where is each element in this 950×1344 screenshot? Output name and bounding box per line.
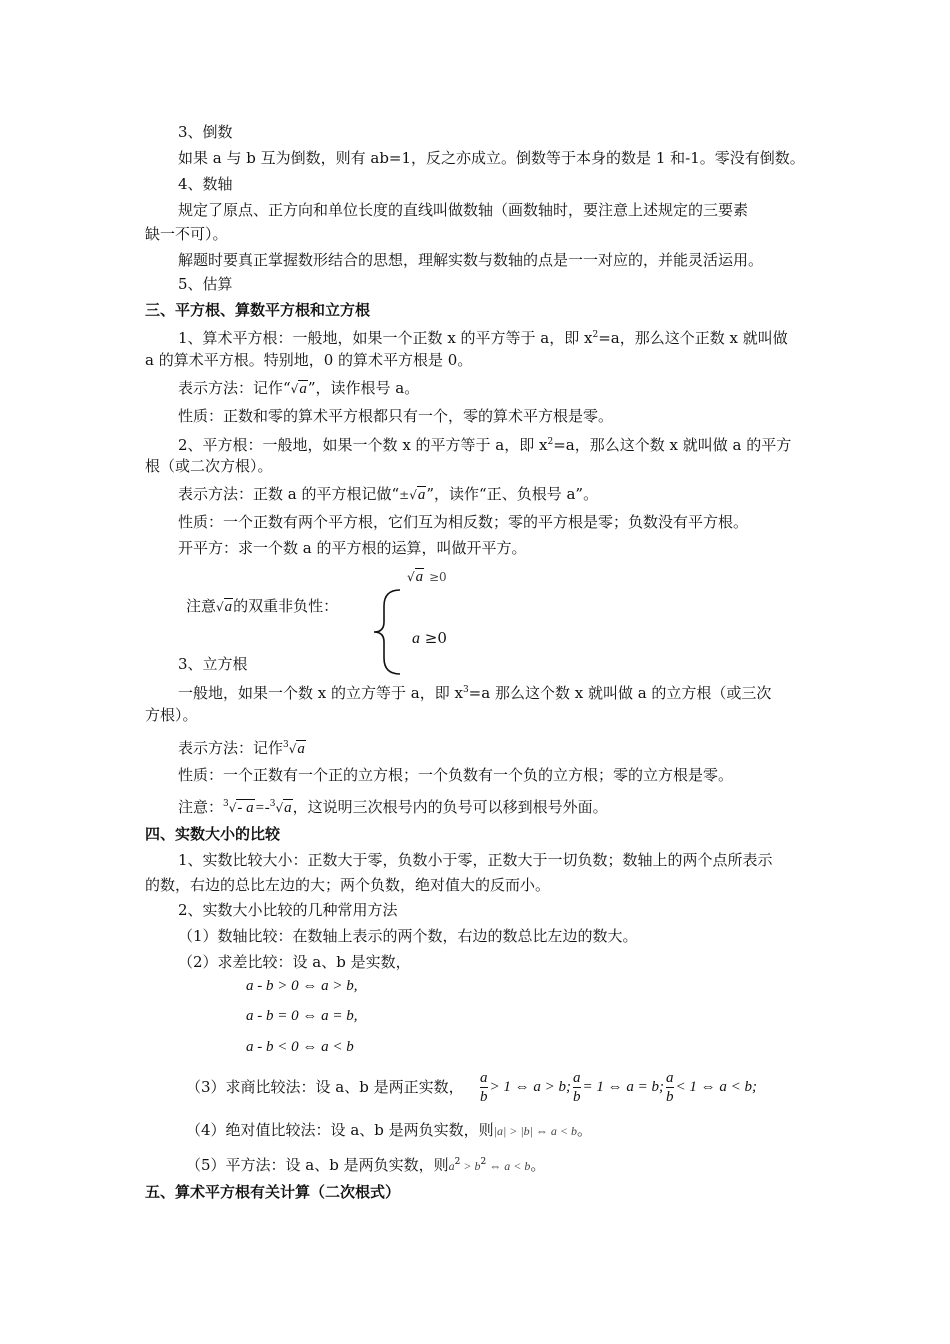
math-diff-eq: a - b = 0 ⇔ a = b, xyxy=(246,1008,358,1024)
math-expr: < 1 ⇔ a < b; xyxy=(675,1079,757,1095)
text-number-line-cont: 缺一不可）。 xyxy=(145,225,228,243)
superscript: 2 xyxy=(592,330,599,340)
denominator: b xyxy=(573,1089,581,1106)
sqrt-symbol: √ xyxy=(288,742,297,756)
brace-top-expr xyxy=(407,566,447,587)
text-part: （5）平方法：设 a、b 是两负实数，则 xyxy=(186,1156,449,1174)
text-compare-rule: 1、实数比较大小：正数大于零，负数小于零，正数大于一切负数；数轴上的两个点所表示 xyxy=(178,851,773,869)
superscript: 2 xyxy=(454,1157,461,1167)
text-cube-root-def xyxy=(178,680,771,703)
brace-bottom-expr xyxy=(412,628,447,649)
math-expr: ⇔ a < b xyxy=(486,1159,531,1173)
text-cube-root-notation xyxy=(178,735,306,759)
section-title-4: 四、实数大小的比较 xyxy=(145,825,281,843)
section-title-3: 三、平方根、算数平方根和立方根 xyxy=(145,301,371,319)
text-number-line: 规定了原点、正方向和单位长度的直线叫做数轴（画数轴时，要注意上述规定的三要素 xyxy=(178,201,749,219)
text-method-1: （1）数轴比较：在数轴上表示的两个数，右边的数总比左边的数大。 xyxy=(178,927,638,945)
root-index: 3 xyxy=(269,799,276,809)
text-part: 。 xyxy=(530,1156,546,1174)
math-expr: > b xyxy=(460,1159,481,1173)
denominator: b xyxy=(666,1089,674,1106)
text-cube-root-property: 性质：一个正数有一个正的立方根；一个负数有一个负的立方根；零的立方根是零。 xyxy=(178,766,734,784)
sqrt-symbol: √ xyxy=(409,488,417,502)
heading-number-line: 4、数轴 xyxy=(178,175,233,193)
text-part: 的双重非负性： xyxy=(233,597,339,615)
heading-estimation: 5、估算 xyxy=(178,275,233,293)
text-arith-sqrt-def-cont: a 的算术平方根。特别地，0 的算术平方根是 0。 xyxy=(145,351,473,369)
text-part: 。 xyxy=(577,1121,593,1139)
math-diff-gt: a - b > 0 ⇔ a > b, xyxy=(246,978,358,994)
plus-minus-symbol: ± xyxy=(399,488,410,502)
numerator: a xyxy=(573,1070,581,1087)
text-method-5 xyxy=(186,1152,545,1176)
sqrt-symbol: √ xyxy=(216,600,224,614)
math-var: a xyxy=(299,381,307,397)
sqrt-symbol: √ xyxy=(407,570,415,584)
math-quotient xyxy=(478,1068,757,1106)
superscript: 2 xyxy=(547,437,554,447)
root-index: 3 xyxy=(223,799,229,809)
math-relation: ≥0 xyxy=(424,629,447,647)
math-var: a xyxy=(448,1159,455,1173)
text-part: ”，读作根号 a。 xyxy=(307,379,420,397)
math-diff-lt: a - b < 0 ⇔ a < b xyxy=(246,1039,354,1055)
text-part: 2、平方根：一般地，如果一个数 x 的平方等于 a，即 x xyxy=(178,436,548,454)
text-cube-root-def-cont: 方根）。 xyxy=(145,706,198,724)
sqrt-symbol: √ xyxy=(228,801,237,815)
fraction xyxy=(480,1069,488,1106)
text-part: 一般地，如果一个数 x 的立方等于 a，即 x xyxy=(178,684,463,702)
heading-reciprocal: 3、倒数 xyxy=(178,123,233,141)
text-part: =a，那么这个正数 x 就叫做 xyxy=(598,329,788,347)
math-var: a xyxy=(297,741,305,757)
text-part: 注意： xyxy=(178,798,224,816)
numerator: a xyxy=(480,1070,488,1087)
text-sqrt-notation xyxy=(178,484,598,505)
numerator: a xyxy=(666,1070,674,1087)
math-relation: =- xyxy=(254,800,270,816)
denominator: b xyxy=(480,1089,488,1106)
text-method-2: （2）求差比较：设 a、b 是实数， xyxy=(178,953,411,971)
text-cube-root-note xyxy=(178,794,608,818)
text-part: 1、算术平方根：一般地，如果一个正数 x 的平方等于 a，即 x xyxy=(178,329,593,347)
fraction xyxy=(573,1069,581,1106)
text-arith-sqrt-property: 性质：正数和零的算术平方根都只有一个，零的算术平方根是零。 xyxy=(178,407,614,425)
text-part: 表示方法：记作“ xyxy=(178,379,291,397)
math-relation: ≥0 xyxy=(428,570,447,584)
math-var: a xyxy=(224,599,233,615)
math-expr: |a| > |b| ⇔ a < b xyxy=(493,1124,578,1138)
superscript: 3 xyxy=(462,685,469,695)
superscript: 2 xyxy=(480,1157,487,1167)
text-reciprocal: 如果 a 与 b 互为倒数，则有 ab=1，反之亦成立。倒数等于本身的数是 1 和-1。零没有倒数。 xyxy=(178,149,805,167)
text-method-3: （3）求商比较法：设 a、b 是两正实数， xyxy=(186,1078,464,1096)
math-var: a xyxy=(415,569,424,585)
section-title-5: 五、算术平方根有关计算（二次根式） xyxy=(145,1183,401,1201)
text-sqrt-def-cont: 根（或二次方根）。 xyxy=(145,457,273,475)
text-sqrt-def xyxy=(178,432,791,455)
text-part: ，这说明三次根号内的负号可以移到根号外面。 xyxy=(292,798,608,816)
text-part: =a 那么这个数 x 就叫做 a 的立方根（或三次 xyxy=(468,684,772,702)
text-arith-sqrt-notation xyxy=(178,378,419,399)
text-method-4 xyxy=(186,1120,592,1141)
math-var: a xyxy=(284,800,292,816)
text-part: 表示方法：正数 a 的平方根记做“ xyxy=(178,485,400,503)
math-expr: - a xyxy=(237,800,254,816)
text-sqrt-property: 性质：一个正数有两个平方根，它们互为相反数；零的平方根是零；负数没有平方根。 xyxy=(178,513,749,531)
text-square-root-op: 开平方：求一个数 a 的平方根的运算，叫做开平方。 xyxy=(178,539,527,557)
text-part: =a，那么这个数 x 就叫做 a 的平方 xyxy=(553,436,792,454)
text-compare-methods: 2、实数大小比较的几种常用方法 xyxy=(178,901,398,919)
text-compare-rule-cont: 的数，右边的总比左边的大；两个负数，绝对值大的反而小。 xyxy=(145,876,551,894)
text-part: 注意 xyxy=(186,597,217,615)
heading-cube-root: 3、立方根 xyxy=(178,655,248,673)
sqrt-symbol: √ xyxy=(275,801,284,815)
text-part: （4）绝对值比较法：设 a、b 是两负实数，则 xyxy=(186,1121,494,1139)
math-var: a xyxy=(417,487,426,503)
root-index: 3 xyxy=(283,740,289,750)
sqrt-symbol: √ xyxy=(290,382,299,396)
text-part: ”，读作“正、负根号 a”。 xyxy=(426,485,599,503)
text-arith-sqrt-def xyxy=(178,325,788,348)
left-brace xyxy=(370,588,406,676)
math-var: a xyxy=(412,630,420,647)
math-expr: = 1 ⇔ a = b; xyxy=(582,1079,664,1095)
text-double-nonneg xyxy=(186,596,338,617)
text-number-line-tip: 解题时要真正掌握数形结合的思想，理解实数与数轴的点是一一对应的，并能灵活运用。 xyxy=(178,251,764,269)
text-part: 表示方法：记作 xyxy=(178,739,284,757)
math-expr: > 1 ⇔ a > b; xyxy=(489,1079,571,1095)
fraction xyxy=(666,1069,674,1106)
